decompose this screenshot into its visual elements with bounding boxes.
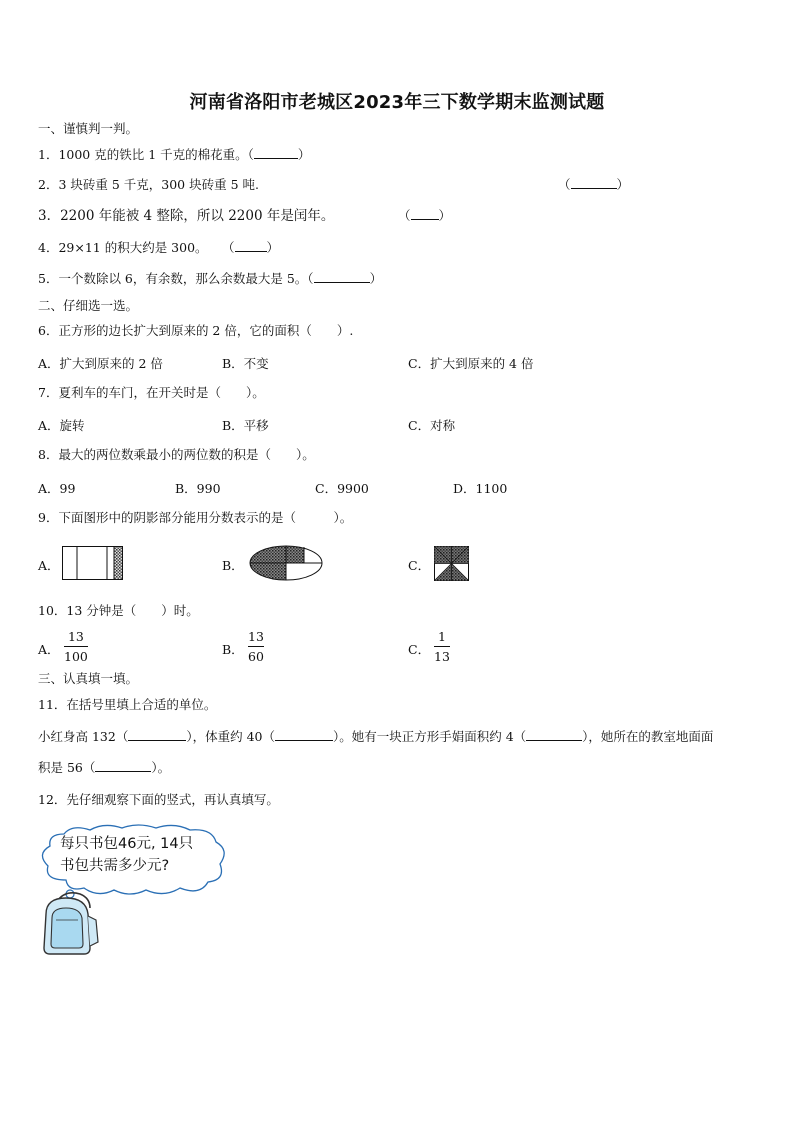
answer-blank[interactable] (235, 240, 267, 252)
question-1: 1．1000 克的铁比 1 千克的棉花重。（ ） (38, 147, 311, 162)
section-heading-choose: 二、仔细选一选。 (38, 298, 139, 313)
option-c[interactable]: C．扩大到原来的 4 倍 (408, 356, 534, 371)
fraction-a: 13 100 (64, 629, 88, 664)
option-c[interactable]: C．9900 (315, 481, 369, 496)
option-a[interactable]: A．旋转 (38, 418, 85, 433)
option-b[interactable]: B． (222, 558, 244, 573)
answer-blank[interactable] (314, 271, 370, 283)
answer-blank[interactable] (128, 729, 186, 741)
answer-blank[interactable] (411, 208, 439, 220)
section-heading-fill: 三、认真填一填。 (38, 671, 139, 686)
section-heading-judge: 一、谨慎判一判。 (38, 121, 139, 136)
question-10: 10．13 分钟是（ ）时。 (38, 603, 199, 618)
option-b[interactable]: B．不变 (222, 356, 269, 371)
question-11: 11．在括号里填上合适的单位。 (38, 697, 217, 712)
backpack-icon (40, 890, 106, 956)
figure-c-square (434, 546, 470, 582)
fraction-c: 1 13 (434, 629, 450, 664)
answer-blank[interactable] (571, 177, 617, 189)
option-c[interactable]: C．对称 (408, 418, 456, 433)
option-a[interactable]: A． (38, 642, 60, 657)
option-a[interactable]: A．99 (38, 481, 76, 496)
question-6: 6．正方形的边长扩大到原来的 2 倍，它的面积（ ）. (38, 323, 354, 338)
question-3-bracket: （ ） (398, 208, 452, 223)
question-3: 3．2200 年能被 4 整除，所以 2200 年是闰年。 (38, 208, 335, 224)
bubble-text-line-1: 每只书包46元, 14只 (60, 836, 194, 852)
answer-blank[interactable] (275, 729, 333, 741)
option-b[interactable]: B．平移 (222, 418, 269, 433)
option-b[interactable]: B． (222, 642, 244, 657)
figure-b-ellipse (248, 544, 324, 584)
question-9: 9．下面图形中的阴影部分能用分数表示的是（ ）。 (38, 510, 353, 525)
question-7: 7．夏利车的车门，在开关时是（ ）。 (38, 385, 265, 400)
figure-a-rectangle (62, 546, 124, 582)
question-11-line-1: 小红身高 132（ ），体重约 40（ ）。她有一块正方形手娟面积约 4（ ），她所在的教室地面面 (38, 729, 714, 744)
option-c[interactable]: C． (408, 642, 431, 657)
fraction-b: 13 60 (248, 629, 264, 664)
question-5: 5．一个数除以 6，有余数，那么余数最大是 5。（ ） (38, 271, 383, 286)
question-4: 4．29×11 的积大约是 300。 (38, 240, 208, 255)
answer-blank[interactable] (526, 729, 582, 741)
page-title: 河南省洛阳市老城区2023年三下数学期末监测试题 (189, 92, 605, 113)
question-2: 2．3 块砖重 5 千克，300 块砖重 5 吨. (38, 177, 259, 192)
option-a[interactable]: A． (38, 558, 60, 573)
answer-blank[interactable] (95, 760, 151, 772)
question-11-line-2: 积是 56（ ）。 (38, 760, 171, 775)
option-a[interactable]: A．扩大到原来的 2 倍 (38, 356, 163, 371)
question-8: 8．最大的两位数乘最小的两位数的积是（ ）。 (38, 447, 315, 462)
option-b[interactable]: B．990 (175, 481, 221, 496)
question-2-bracket: （ ） (558, 177, 630, 192)
answer-blank[interactable] (254, 147, 298, 159)
question-4-bracket: （ ） (222, 240, 280, 255)
question-12: 12．先仔细观察下面的竖式，再认真填写。 (38, 792, 279, 807)
option-d[interactable]: D．1100 (453, 481, 508, 496)
bubble-text-line-2: 书包共需多少元? (60, 858, 170, 874)
option-c[interactable]: C． (408, 558, 431, 573)
